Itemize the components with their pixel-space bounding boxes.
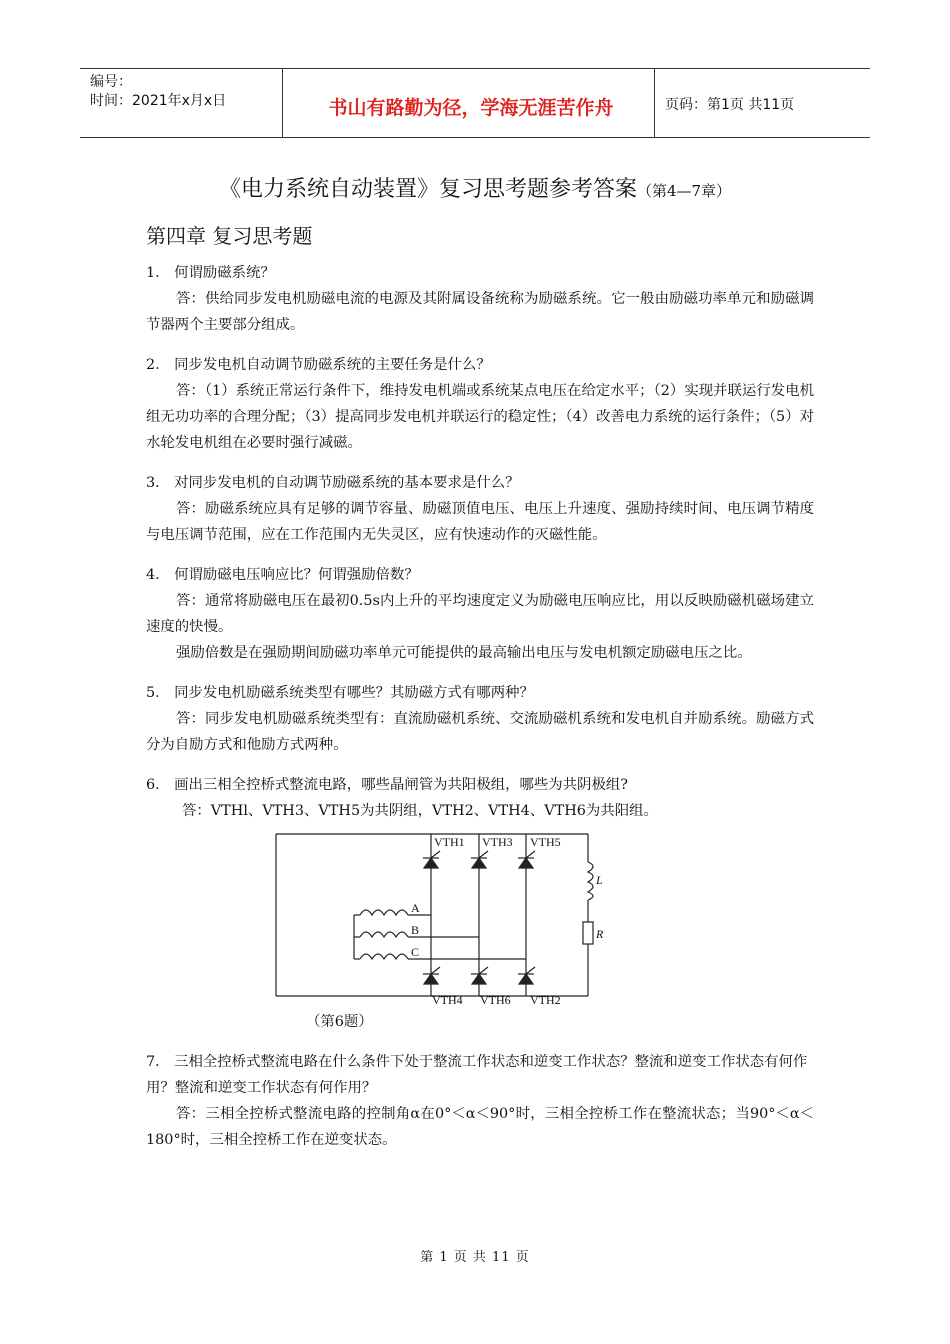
thyristor-vth1	[424, 858, 438, 868]
label-phase-a: A	[411, 901, 420, 915]
label-vth4: VTH4	[432, 993, 463, 1007]
figure-caption: （第6题）	[306, 1014, 373, 1030]
question-4: 4． 何谓励磁电压响应比？何谓强励倍数？	[146, 567, 419, 583]
label-vth5: VTH5	[530, 835, 561, 849]
chapter-heading: 第四章 复习思考题	[146, 224, 313, 248]
answer-6: 答：VTHl、VTH3、VTH5为共阴组，VTH2、VTH4、VTH6为共阳组。	[182, 803, 658, 819]
title-main: 《电力系统自动装置》复习思考题参考答案	[218, 177, 637, 202]
page-title	[0, 172, 950, 203]
label-resistor: R	[596, 927, 604, 941]
thyristor-vth3	[472, 858, 486, 868]
answer-1: 答：供给同步发电机励磁电流的电源及其附属设备统称为励磁系统。它一般由励磁功率单元和励磁调节器两个主要部分组成。	[146, 291, 814, 333]
label-phase-c: C	[411, 945, 420, 959]
thyristor-vth5	[519, 858, 533, 868]
question-6: 6． 画出三相全控桥式整流电路，哪些晶闸管为共阳极组，哪些为共阴极组?	[146, 777, 628, 793]
resistor-symbol	[583, 922, 593, 944]
question-5: 5． 同步发电机励磁系统类型有哪些？其励磁方式有哪两种？	[146, 685, 534, 701]
thyristor-vth4	[424, 974, 438, 984]
question-1: 1． 何谓励磁系统？	[146, 265, 275, 281]
page-footer: 第 1 页 共 11 页	[420, 1250, 530, 1265]
header-divider	[282, 69, 283, 137]
answer-5: 答：同步发电机励磁系统类型有：直流励磁机系统、交流励磁机系统和发电机自并励系统。励磁方式分为自励方式和他励方式两种。	[146, 711, 814, 753]
three-phase-bridge-circuit	[146, 824, 814, 1009]
question-3: 3． 对同步发电机的自动调节励磁系统的基本要求是什么？	[146, 475, 520, 491]
time-label: 时间：2021年x月x日	[90, 93, 227, 109]
answer-4b: 强励倍数是在强励期间励磁功率单元可能提供的最高输出电压与发电机额定励磁电压之比。	[176, 645, 752, 661]
label-phase-b: B	[411, 923, 420, 937]
thyristor-vth2	[519, 974, 533, 984]
title-sub: （第4—7章）	[636, 182, 732, 200]
label-vth2: VTH2	[530, 993, 561, 1007]
motto-text: 书山有路勤为径，学海无涯苦作舟	[328, 97, 614, 119]
page-code: 页码：第1页 共11页	[665, 97, 795, 113]
document-header	[80, 68, 870, 138]
label-vth1: VTH1	[434, 835, 465, 849]
answer-7: 答：三相全控桥式整流电路的控制角α在0°＜α＜90°时，三相全控桥工作在整流状态；当90°＜α＜180°时，三相全控桥工作在逆变状态。	[146, 1106, 814, 1148]
circuit-diagram-area	[146, 824, 814, 1009]
label-inductor: L	[596, 873, 603, 887]
number-label: 编号：	[90, 74, 132, 90]
answer-2: 答：（1）系统正常运行条件下，维持发电机端或系统某点电压在给定水平；（2）实现并联运行发电机组无功功率的合理分配；（3）提高同步发电机并联运行的稳定性；（4）改善电力系统的运行条件；（5）对水轮发电机组在必要时强行减磁。	[146, 383, 814, 451]
label-vth6: VTH6	[480, 993, 511, 1007]
answer-3: 答：励磁系统应具有足够的调节容量、励磁顶值电压、电压上升速度、强励持续时间、电压调节精度与电压调节范围，应在工作范围内无失灵区，应有快速动作的灭磁性能。	[146, 501, 814, 543]
answer-4a: 答：通常将励磁电压在最初0.5s内上升的平均速度定义为励磁电压响应比，用以反映励磁机磁场建立速度的快慢。	[146, 593, 814, 635]
qa-content	[146, 260, 814, 1153]
question-7: 7． 三相全控桥式整流电路在什么条件下处于整流工作状态和逆变工作状态？整流和逆变工作状态有何作用？整流和逆变工作状态有何作用？	[146, 1054, 808, 1096]
thyristor-vth6	[472, 974, 486, 984]
label-vth3: VTH3	[482, 835, 513, 849]
question-2: 2． 同步发电机自动调节励磁系统的主要任务是什么？	[146, 357, 491, 373]
header-left-cell	[90, 73, 226, 111]
